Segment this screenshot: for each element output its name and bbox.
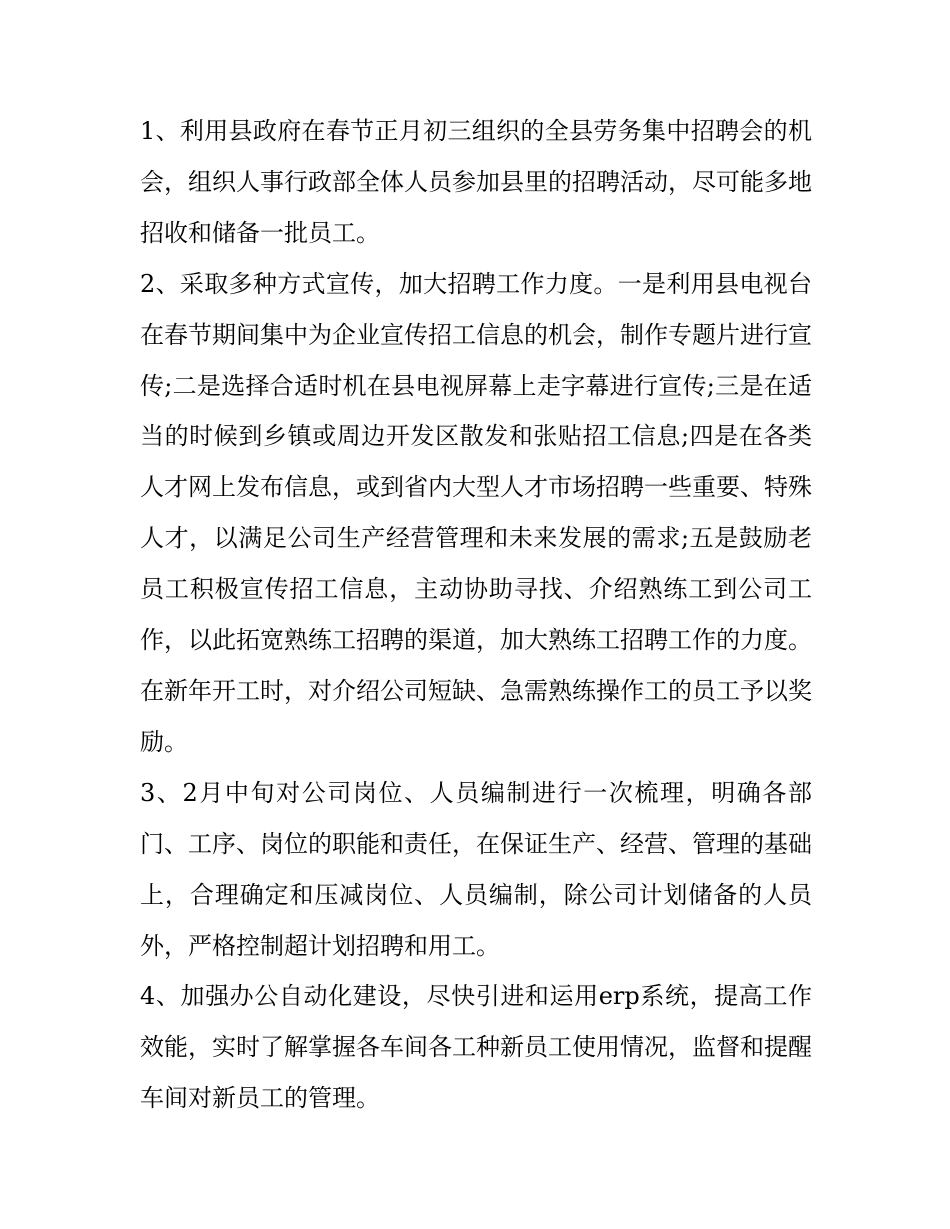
paragraph-1: 1、利用县政府在春节正月初三组织的全县劳务集中招聘会的机会，组织人事行政部全体人员参加县里的招聘活动，尽可能多地招收和储备一批员工。 — [140, 117, 812, 247]
paragraph-2: 2、采取多种方式宣传，加大招聘工作力度。一是利用县电视台在春节期间集中为企业宣传招工信息的机会，制作专题片进行宣传;二是选择合适时机在县电视屏幕上走字幕进行宣传;三是在适当的时候到乡镇或周边开发区散发和张贴招工信息;四是在各类人才网上发布信息，或到省内大型人才市场招聘一些重要、特殊人才，以满足公司生产经营管理和未来发展的需求;五是鼓励老员工积极宣传招工信息，主动协助寻找、介绍熟练工到公司工作，以此拓宽熟练工招聘的渠道，加大熟练工招聘工作的力度。在新年开工时，对介绍公司短缺、急需熟练操作工的员工予以奖励。 — [140, 269, 812, 756]
paragraph-4: 4、加强办公自动化建设，尽快引进和运用erp系统，提高工作效能，实时了解掌握各车间各工种新员工使用情况，监督和提醒车间对新员工的管理。 — [140, 982, 812, 1113]
document-body — [140, 106, 812, 1124]
paragraph-3: 3、2月中旬对公司岗位、人员编制进行一次梳理，明确各部门、工序、岗位的职能和责任，在保证生产、经营、管理的基础上，合理确定和压减岗位、人员编制，除公司计划储备的人员外，严格控制超计划招聘和用工。 — [140, 778, 812, 960]
